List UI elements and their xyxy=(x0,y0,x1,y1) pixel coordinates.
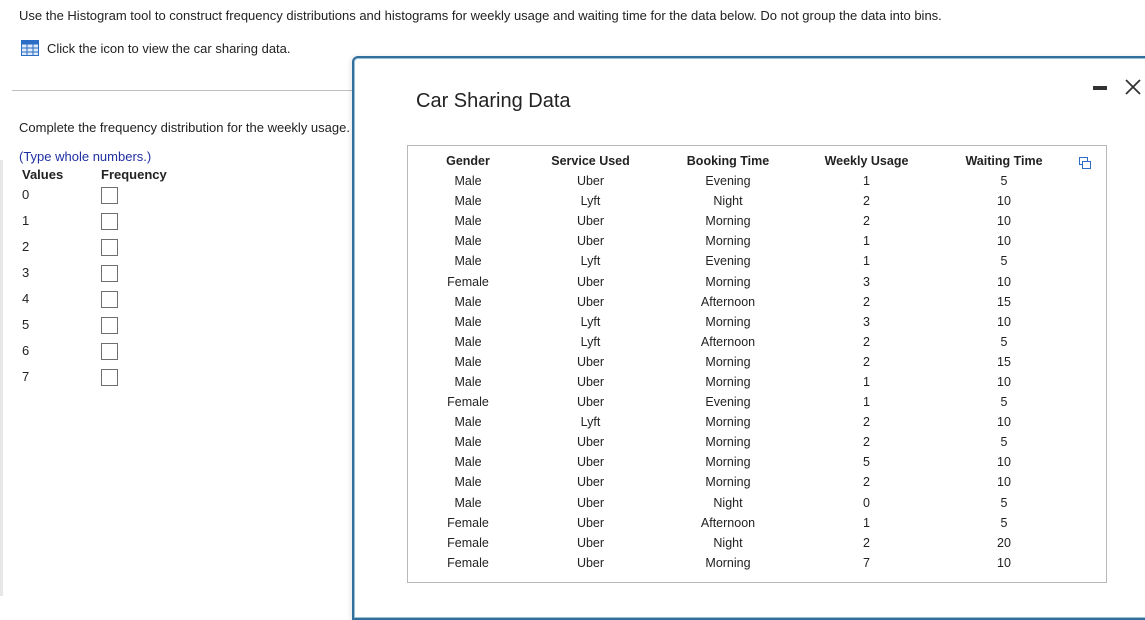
cell-booking: Morning xyxy=(705,274,751,289)
frequency-input-4[interactable] xyxy=(101,291,118,308)
cell-booking: Night xyxy=(713,495,743,510)
frequency-input-1[interactable] xyxy=(101,213,118,230)
table-row xyxy=(408,472,1078,492)
table-row xyxy=(408,251,1078,271)
cell-waiting-time: 5 xyxy=(1000,495,1008,510)
divider xyxy=(12,90,357,91)
cell-service: Lyft xyxy=(580,254,601,269)
frequency-row xyxy=(22,239,142,259)
cell-weekly-usage: 3 xyxy=(863,274,870,289)
value-label: 1 xyxy=(22,213,30,228)
cell-weekly-usage: 1 xyxy=(863,254,870,269)
view-data-link[interactable] xyxy=(21,40,291,56)
cell-booking: Evening xyxy=(705,174,751,189)
cell-gender: Male xyxy=(454,495,482,510)
frequency-row xyxy=(22,369,142,389)
cell-service: Uber xyxy=(576,354,605,369)
cell-booking: Morning xyxy=(705,374,751,389)
frequency-table xyxy=(22,167,167,384)
column-header-weekly-usage: Weekly Usage xyxy=(824,154,909,168)
table-row xyxy=(408,231,1078,251)
cell-waiting-time: 5 xyxy=(1000,334,1008,349)
cell-service: Uber xyxy=(576,395,605,410)
cell-waiting-time: 10 xyxy=(997,274,1011,289)
table-row xyxy=(408,211,1078,231)
cell-weekly-usage: 5 xyxy=(863,455,870,470)
cell-booking: Morning xyxy=(705,354,751,369)
table-row xyxy=(408,533,1078,553)
cell-waiting-time: 5 xyxy=(1000,435,1008,450)
cell-weekly-usage: 1 xyxy=(863,174,870,189)
cell-service: Uber xyxy=(576,274,605,289)
modal-title: Car Sharing Data xyxy=(416,90,571,112)
value-label: 3 xyxy=(22,265,30,280)
cell-booking: Morning xyxy=(705,314,751,329)
cell-weekly-usage: 0 xyxy=(863,495,870,510)
cell-gender: Female xyxy=(447,535,489,550)
frequency-row xyxy=(22,343,142,363)
column-header-booking: Booking Time xyxy=(686,154,770,168)
cell-waiting-time: 10 xyxy=(997,314,1011,329)
table-row xyxy=(408,271,1078,291)
cell-gender: Male xyxy=(454,354,482,369)
table-row xyxy=(408,412,1078,432)
cell-booking: Evening xyxy=(705,395,751,410)
value-label: 5 xyxy=(22,317,30,332)
cell-weekly-usage: 2 xyxy=(863,415,870,430)
cell-gender: Male xyxy=(454,174,482,189)
question-prompt: Complete the frequency distribution for the weekly usage. xyxy=(19,120,350,135)
view-data-label[interactable]: Click the icon to view the car sharing data. xyxy=(47,40,291,56)
cell-gender: Male xyxy=(454,314,482,329)
frequency-row xyxy=(22,213,142,233)
cell-weekly-usage: 1 xyxy=(863,395,870,410)
cell-booking: Morning xyxy=(705,475,751,490)
table-row xyxy=(408,191,1078,211)
cell-waiting-time: 5 xyxy=(1000,174,1008,189)
cell-booking: Morning xyxy=(705,415,751,430)
cell-waiting-time: 10 xyxy=(997,415,1011,430)
cell-gender: Female xyxy=(447,274,489,289)
cell-booking: Morning xyxy=(705,234,751,249)
cell-service: Uber xyxy=(576,535,605,550)
table-row xyxy=(408,553,1078,573)
frequency-table-header xyxy=(22,167,167,183)
cell-waiting-time: 10 xyxy=(997,194,1011,209)
close-icon[interactable] xyxy=(1122,76,1144,98)
cell-gender: Male xyxy=(454,294,482,309)
cell-gender: Male xyxy=(454,415,482,430)
cell-gender: Male xyxy=(454,475,482,490)
cell-weekly-usage: 2 xyxy=(863,354,870,369)
table-row xyxy=(408,352,1078,372)
cell-waiting-time: 15 xyxy=(997,354,1011,369)
cell-booking: Evening xyxy=(705,254,751,269)
table-header-row xyxy=(408,151,1078,171)
cell-service: Uber xyxy=(576,555,605,570)
cell-service: Lyft xyxy=(580,314,601,329)
column-header-service: Service Used xyxy=(551,154,630,168)
frequency-row xyxy=(22,291,142,311)
cell-gender: Female xyxy=(447,555,489,570)
cell-waiting-time: 20 xyxy=(997,535,1011,550)
cell-gender: Male xyxy=(454,234,482,249)
cell-booking: Night xyxy=(713,194,743,209)
cell-service: Uber xyxy=(576,455,605,470)
cell-weekly-usage: 2 xyxy=(863,535,870,550)
instructions-text: Use the Histogram tool to construct frequency distributions and histograms for weekly usage and waiting time for the data below. Do not group the data into bins. xyxy=(19,8,942,23)
cell-weekly-usage: 2 xyxy=(863,294,870,309)
cell-booking: Morning xyxy=(705,555,751,570)
cell-booking: Afternoon xyxy=(700,515,756,530)
table-row xyxy=(408,513,1078,533)
column-header-gender: Gender xyxy=(446,154,490,168)
cell-gender: Male xyxy=(454,194,482,209)
answer-hint: (Type whole numbers.) xyxy=(19,149,152,164)
value-label: 6 xyxy=(22,343,30,358)
cell-service: Lyft xyxy=(580,415,601,430)
cell-weekly-usage: 1 xyxy=(863,234,870,249)
cell-waiting-time: 5 xyxy=(1000,395,1008,410)
frequency-input-6[interactable] xyxy=(101,343,118,360)
table-row xyxy=(408,292,1078,312)
frequency-input-3[interactable] xyxy=(101,265,118,282)
cell-weekly-usage: 2 xyxy=(863,194,870,209)
cell-weekly-usage: 1 xyxy=(863,515,870,530)
cell-booking: Night xyxy=(713,535,743,550)
frequency-row xyxy=(22,187,142,207)
frequency-input-2[interactable] xyxy=(101,239,118,256)
cell-service: Lyft xyxy=(580,194,601,209)
cell-service: Lyft xyxy=(580,334,601,349)
cell-booking: Morning xyxy=(705,455,751,470)
cell-weekly-usage: 3 xyxy=(863,314,870,329)
cell-service: Uber xyxy=(576,214,605,229)
cell-booking: Afternoon xyxy=(700,334,756,349)
cell-waiting-time: 10 xyxy=(997,455,1011,470)
cell-service: Uber xyxy=(576,234,605,249)
cell-weekly-usage: 2 xyxy=(863,475,870,490)
minimize-icon[interactable] xyxy=(1093,86,1107,90)
cell-waiting-time: 10 xyxy=(997,475,1011,490)
cell-waiting-time: 5 xyxy=(1000,254,1008,269)
table-body xyxy=(408,171,1078,573)
cell-service: Uber xyxy=(576,174,605,189)
cell-service: Uber xyxy=(576,495,605,510)
cell-gender: Female xyxy=(447,395,489,410)
cell-weekly-usage: 7 xyxy=(863,555,870,570)
cell-gender: Male xyxy=(454,334,482,349)
frequency-input-7[interactable] xyxy=(101,369,118,386)
cell-waiting-time: 10 xyxy=(997,555,1011,570)
value-label: 2 xyxy=(22,239,30,254)
frequency-row xyxy=(22,265,142,285)
cell-service: Uber xyxy=(576,294,605,309)
cell-gender: Male xyxy=(454,254,482,269)
left-accent-bar xyxy=(0,160,3,596)
cell-service: Uber xyxy=(576,374,605,389)
cell-gender: Male xyxy=(454,435,482,450)
cell-weekly-usage: 2 xyxy=(863,435,870,450)
cell-service: Uber xyxy=(576,475,605,490)
table-row xyxy=(408,493,1078,513)
table-row xyxy=(408,432,1078,452)
cell-waiting-time: 15 xyxy=(997,294,1011,309)
frequency-row xyxy=(22,317,142,337)
cell-waiting-time: 10 xyxy=(997,374,1011,389)
cell-booking: Morning xyxy=(705,435,751,450)
cell-service: Uber xyxy=(576,515,605,530)
frequency-header: Frequency xyxy=(101,167,167,182)
value-label: 0 xyxy=(22,187,30,202)
car-sharing-data-modal xyxy=(352,56,1145,620)
cell-gender: Female xyxy=(447,515,489,530)
cell-waiting-time: 10 xyxy=(997,214,1011,229)
values-header: Values xyxy=(22,167,64,182)
table-row xyxy=(408,372,1078,392)
cell-booking: Afternoon xyxy=(700,294,756,309)
frequency-input-0[interactable] xyxy=(101,187,118,204)
cell-booking: Morning xyxy=(705,214,751,229)
column-header-waiting-time: Waiting Time xyxy=(965,154,1043,168)
cell-waiting-time: 10 xyxy=(997,234,1011,249)
table-row xyxy=(408,332,1078,352)
cell-gender: Male xyxy=(454,214,482,229)
cell-waiting-time: 5 xyxy=(1000,515,1008,530)
cell-weekly-usage: 2 xyxy=(863,214,870,229)
table-row xyxy=(408,171,1078,191)
cell-gender: Male xyxy=(454,455,482,470)
frequency-input-5[interactable] xyxy=(101,317,118,334)
value-label: 7 xyxy=(22,369,30,384)
data-table-container xyxy=(407,145,1107,583)
table-grid-icon[interactable] xyxy=(21,40,39,56)
table-row xyxy=(408,452,1078,472)
cell-gender: Male xyxy=(454,374,482,389)
cell-weekly-usage: 2 xyxy=(863,334,870,349)
value-label: 4 xyxy=(22,291,30,306)
cell-service: Uber xyxy=(576,435,605,450)
table-row xyxy=(408,312,1078,332)
car-sharing-table xyxy=(408,151,1078,573)
copy-icon[interactable] xyxy=(1079,157,1091,169)
cell-weekly-usage: 1 xyxy=(863,374,870,389)
table-row xyxy=(408,392,1078,412)
